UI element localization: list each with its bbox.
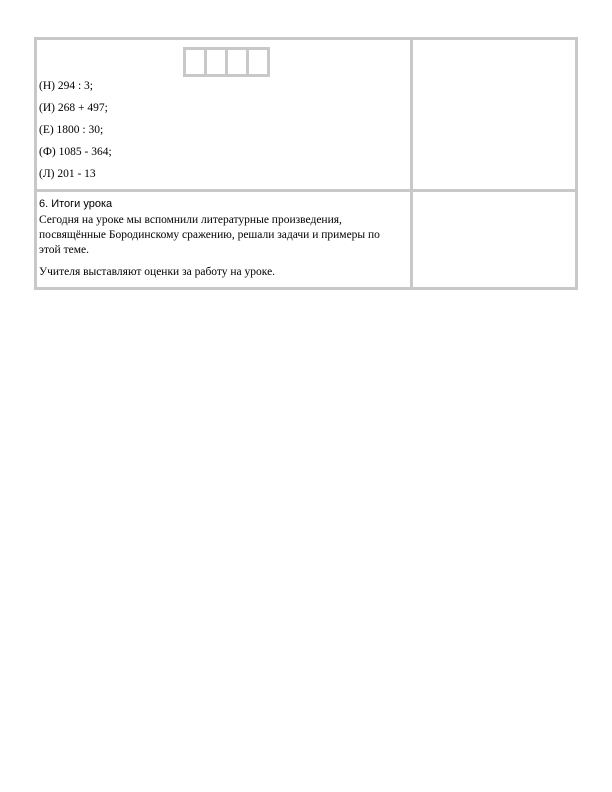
answer-boxes: [43, 47, 410, 73]
table-row: [36, 191, 577, 289]
summary-cell: [36, 191, 412, 289]
section-title: 6. Итоги урока: [39, 198, 113, 210]
table-row: [36, 39, 577, 191]
grading-paragraph: Учителя выставляют оценки за работу на уроке.: [39, 266, 276, 278]
answer-box[interactable]: [246, 47, 270, 77]
expression-list: [39, 79, 410, 189]
expression-item: (Н) 294 : 3;: [39, 80, 93, 92]
exercise-cell: [36, 39, 412, 191]
side-cell-empty: [412, 191, 577, 289]
summary-paragraph: Сегодня на уроке мы вспомнили литературные произведения, посвящённые Бородинскому сражению, решали задачи и примеры по этой теме.: [39, 214, 380, 256]
expression-item: (И) 268 + 497;: [39, 102, 108, 114]
expression-item: (Л) 201 - 13: [39, 168, 96, 180]
expression-item: (Е) 1800 : 30;: [39, 124, 104, 136]
expression-item: (Ф) 1085 - 364;: [39, 146, 112, 158]
side-cell-empty: [412, 39, 577, 191]
lesson-table: [34, 37, 578, 290]
